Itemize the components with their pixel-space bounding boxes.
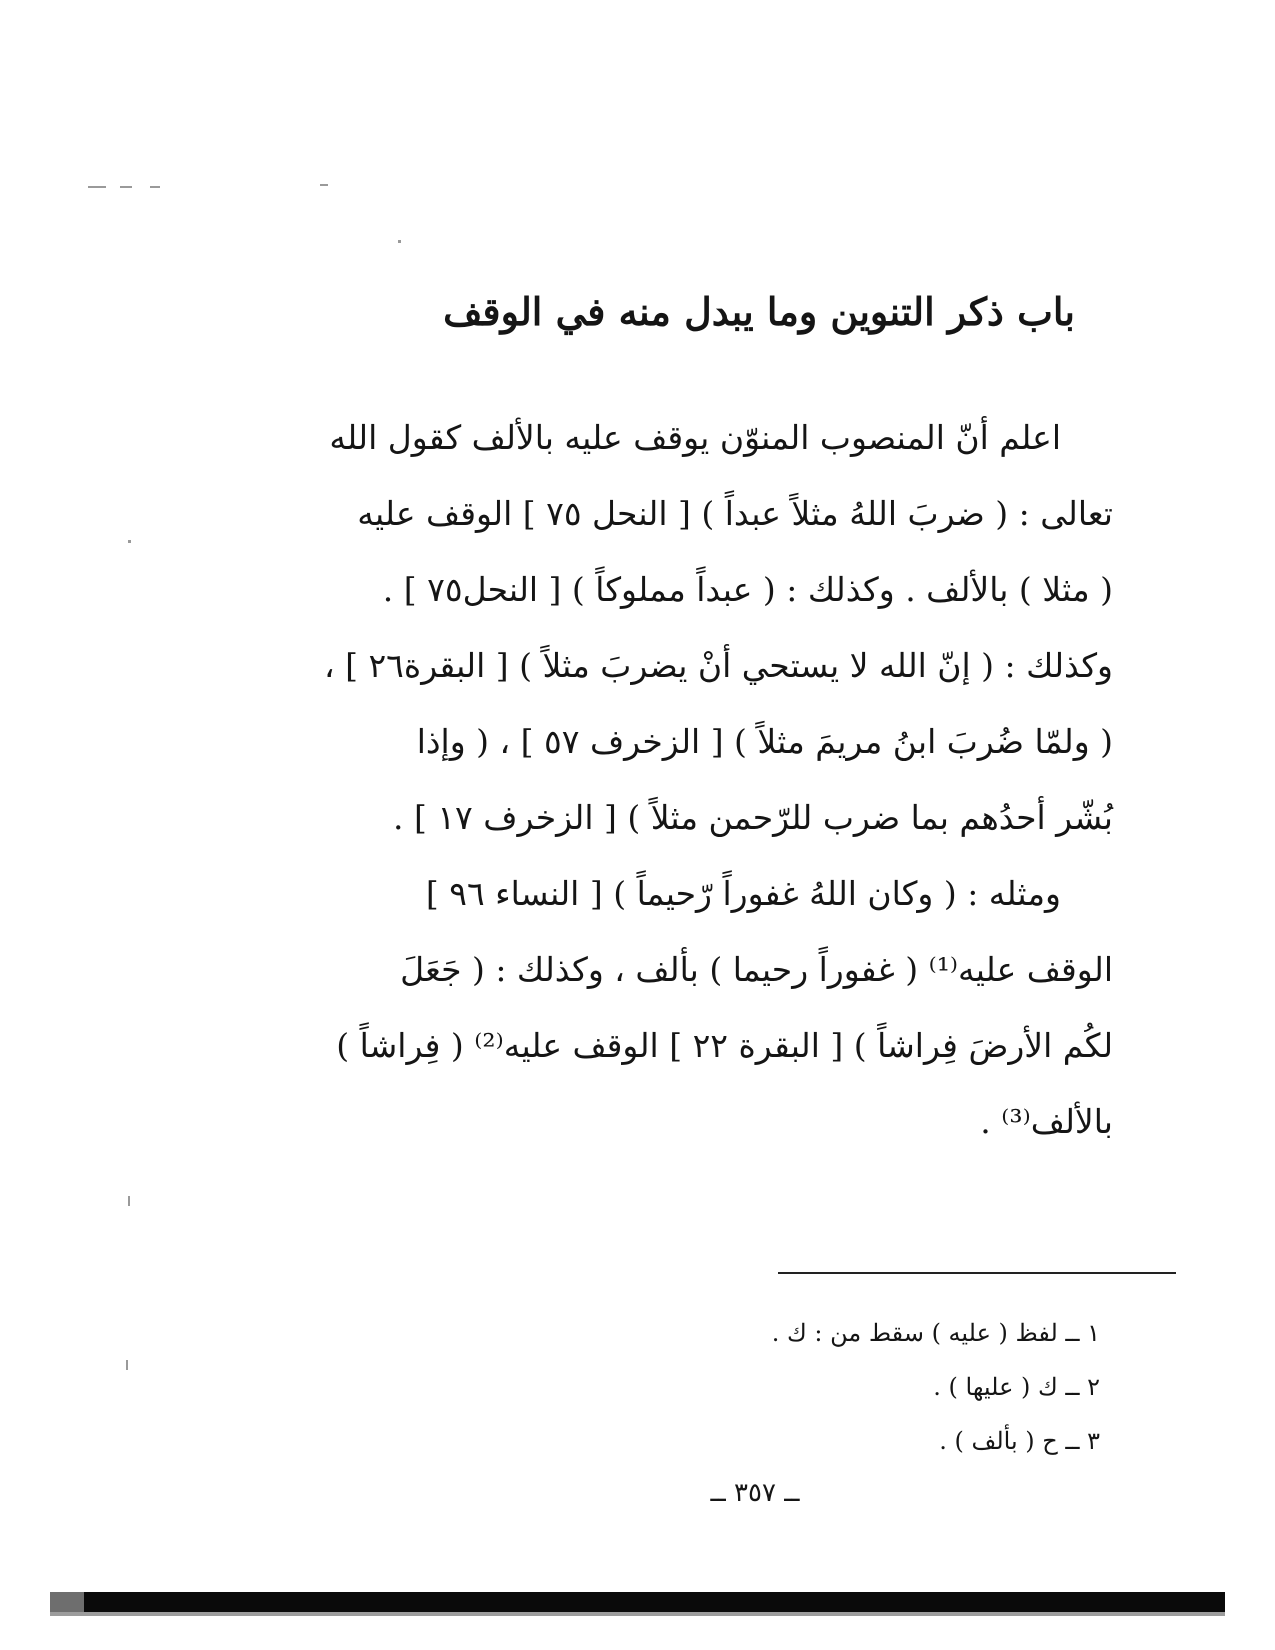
scan-speck: [126, 1360, 128, 1370]
text-line: بالألف⁽³⁾ .: [980, 1102, 1113, 1141]
text-line: ( مثلا ) بالألف . وكذلك : ( عبداً مملوكاً ) [ النحل٧٥ ] .: [382, 570, 1113, 609]
scan-speck: [320, 184, 328, 186]
footnote-item: ٢ ــ ك ( عليها ) .: [933, 1373, 1100, 1401]
scan-border-shadow: [50, 1612, 1225, 1616]
text-line: لكُم الأرضَ فِراشاً ) [ البقرة ٢٢ ] الوقف عليه⁽²⁾ ( فِراشاً ): [336, 1026, 1113, 1065]
text-line: بُشّر أحدُهم بما ضرب للرّحمن مثلاً ) [ الزخرف ١٧ ] .: [392, 798, 1113, 837]
body-text: [293, 400, 1113, 1160]
footnote-item: ١ ــ لفظ ( عليه ) سقط من : ك .: [771, 1319, 1100, 1347]
scan-border-edge: [50, 1592, 84, 1612]
scan-speck: [128, 540, 131, 543]
text-line: الوقف عليه⁽¹⁾ ( غفوراً رحيما ) بألف ، وكذلك : ( جَعَلَ: [400, 950, 1113, 989]
text-line: ومثله : ( وكان اللهُ غفوراً رّحيماً ) [ النساء ٩٦ ]: [425, 874, 1061, 913]
text-line: اعلم أنّ المنصوب المنوّن يوقف عليه بالألف كقول الله: [329, 418, 1061, 457]
scan-speck: [88, 186, 106, 188]
chapter-heading: باب ذكر التنوين وما يبدل منه في الوقف: [443, 289, 1075, 334]
footnote-divider: [778, 1272, 1176, 1274]
footnote-item: ٣ ــ ح ( بألف ) .: [939, 1427, 1100, 1455]
text-line: ( ولمّا ضُربَ ابنُ مريمَ مثلاً ) [ الزخرف ٥٧ ] ، ( وإذا: [416, 722, 1113, 761]
scan-speck: [128, 1196, 130, 1206]
text-line: تعالى : ( ضربَ اللهُ مثلاً عبداً ) [ النحل ٧٥ ] الوقف عليه: [357, 494, 1113, 533]
scan-speck: [150, 186, 160, 188]
scan-border-bar: [50, 1592, 1225, 1612]
footnotes: [600, 1306, 1100, 1468]
scan-speck: [120, 186, 132, 188]
page-number: ــ ٣٥٧ ــ: [710, 1478, 800, 1508]
text-line: وكذلك : ( إنّ الله لا يستحي أنْ يضربَ مثلاً ) [ البقرة٢٦ ] ،: [323, 646, 1113, 685]
scan-speck: [398, 240, 401, 243]
